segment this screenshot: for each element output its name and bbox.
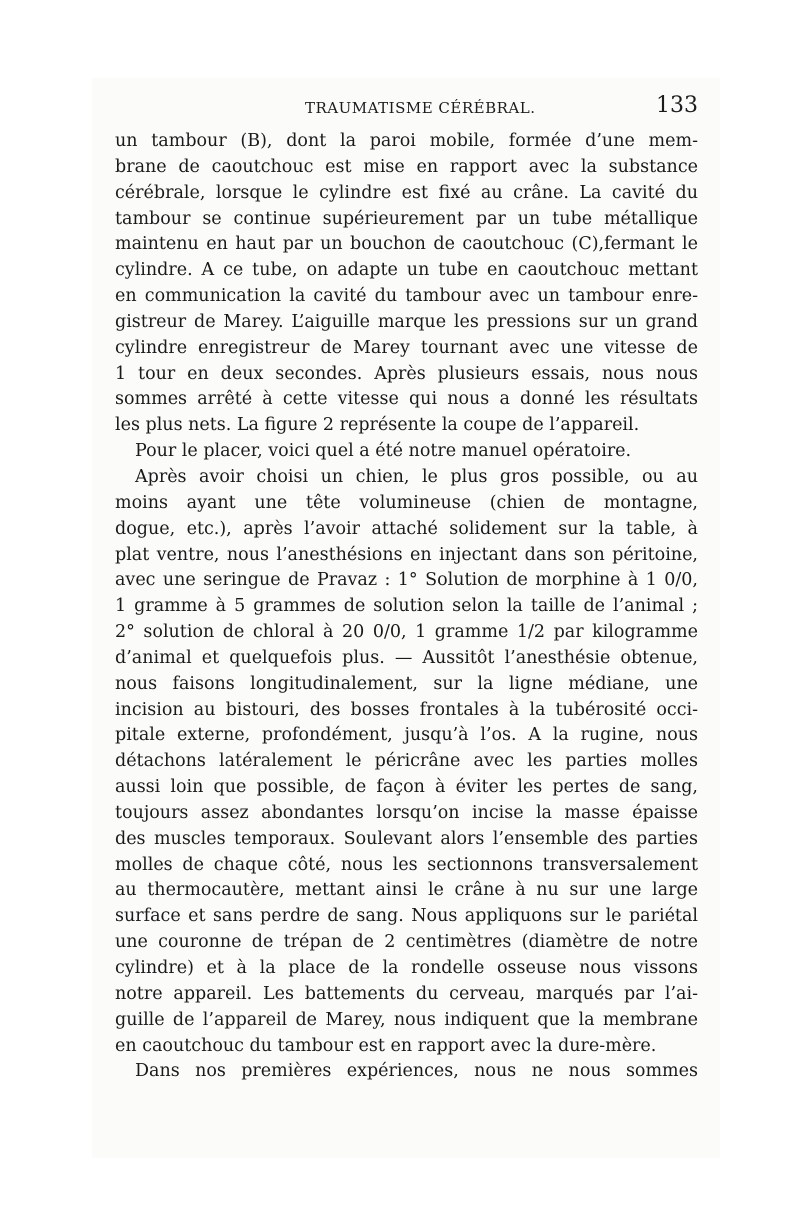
text-line: notre appareil. Les battements du cerveau, marqués par l’ai- xyxy=(115,983,698,1004)
text-line: cylindre enregistreur de Marey tournant avec une vitesse de xyxy=(115,337,698,358)
text-line: toujours assez abondantes lorsqu’on incise la masse épaisse xyxy=(115,802,698,823)
text-line: 2° solution de chloral à 20 0/0, 1 gramme 1/2 par kilogramme xyxy=(115,622,698,643)
text-line: incision au bistouri, des bosses frontales à la tubérosité occi- xyxy=(115,699,698,720)
text-line: les plus nets. La figure 2 représente la coupe de l’appareil. xyxy=(115,415,640,436)
text-line: détachons latéralement le péricrâne avec les parties molles xyxy=(115,751,698,772)
text-line: nous faisons longitudinalement, sur la ligne médiane, une xyxy=(115,673,698,694)
text-line: des muscles temporaux. Soulevant alors l’ensemble des parties xyxy=(115,828,698,849)
text-line: au thermocautère, mettant ainsi le crâne à nu sur une large xyxy=(115,880,698,901)
page-header xyxy=(115,93,698,125)
text-line: Pour le placer, voici quel a été notre manuel opératoire. xyxy=(135,441,632,462)
text-line: surface et sans perdre de sang. Nous appliquons sur le pariétal xyxy=(115,906,698,927)
text-line: cylindre. A ce tube, on adapte un tube en caoutchouc mettant xyxy=(115,260,698,281)
text-line: en caoutchouc du tambour est en rapport avec la dure-mère. xyxy=(115,1035,657,1056)
text-line: aussi loin que possible, de façon à éviter les pertes de sang, xyxy=(115,777,698,798)
text-line: un tambour (B), dont la paroi mobile, formée d’une mem- xyxy=(115,131,698,151)
running-title: TRAUMATISME CÉRÉBRAL. xyxy=(305,99,536,117)
text-line: dogue, etc.), après l’avoir attaché solidement sur la table, à xyxy=(115,518,698,539)
text-line: 1 tour en deux secondes. Après plusieurs essais, nous nous xyxy=(115,363,698,384)
text-line: sommes arrêté à cette vitesse qui nous a donné les résultats xyxy=(115,389,698,410)
text-line: molles de chaque côté, nous les sectionnons transversalement xyxy=(115,854,698,875)
text-line: moins ayant une tête volumineuse (chien de montagne, xyxy=(115,492,698,513)
text-line: pitale externe, profondément, jusqu’à l’os. A la rugine, nous xyxy=(115,725,698,746)
text-line: cylindre) et à la place de la rondelle osseuse nous vissons xyxy=(115,958,698,978)
body-text xyxy=(115,129,698,1085)
page-number: 133 xyxy=(656,93,698,118)
text-line: gistreur de Marey. L’aiguille marque les pressions sur un grand xyxy=(115,311,698,332)
text-line: cérébrale, lorsque le cylindre est fixé au crâne. La cavité du xyxy=(115,182,698,203)
text-line: guille de l’appareil de Marey, nous indiquent que la membrane xyxy=(115,1009,698,1030)
text-line: d’animal et quelquefois plus. — Aussitôt l’anesthésie obtenue, xyxy=(115,647,698,668)
text-line: 1 gramme à 5 grammes de solution selon la taille de l’animal ; xyxy=(115,596,698,617)
text-line: tambour se continue supérieurement par un tube métallique xyxy=(115,208,698,229)
text-line: brane de caoutchouc est mise en rapport avec la substance xyxy=(115,156,698,177)
text-line: maintenu en haut par un bouchon de caoutchouc (C),fermant le xyxy=(115,234,698,255)
text-line: Après avoir choisi un chien, le plus gros possible, ou au xyxy=(135,466,698,487)
text-line: en communication la cavité du tambour avec un tambour enre- xyxy=(115,286,698,307)
text-line: Dans nos premières expériences, nous ne nous sommes xyxy=(135,1061,698,1082)
text-line: plat ventre, nous l’anesthésions en injectant dans son péritoine, xyxy=(115,544,698,565)
text-line: une couronne de trépan de 2 centimètres (diamètre de notre xyxy=(115,932,698,953)
text-line: avec une seringue de Pravaz : 1° Solution de morphine à 1 0/0, xyxy=(115,570,698,591)
